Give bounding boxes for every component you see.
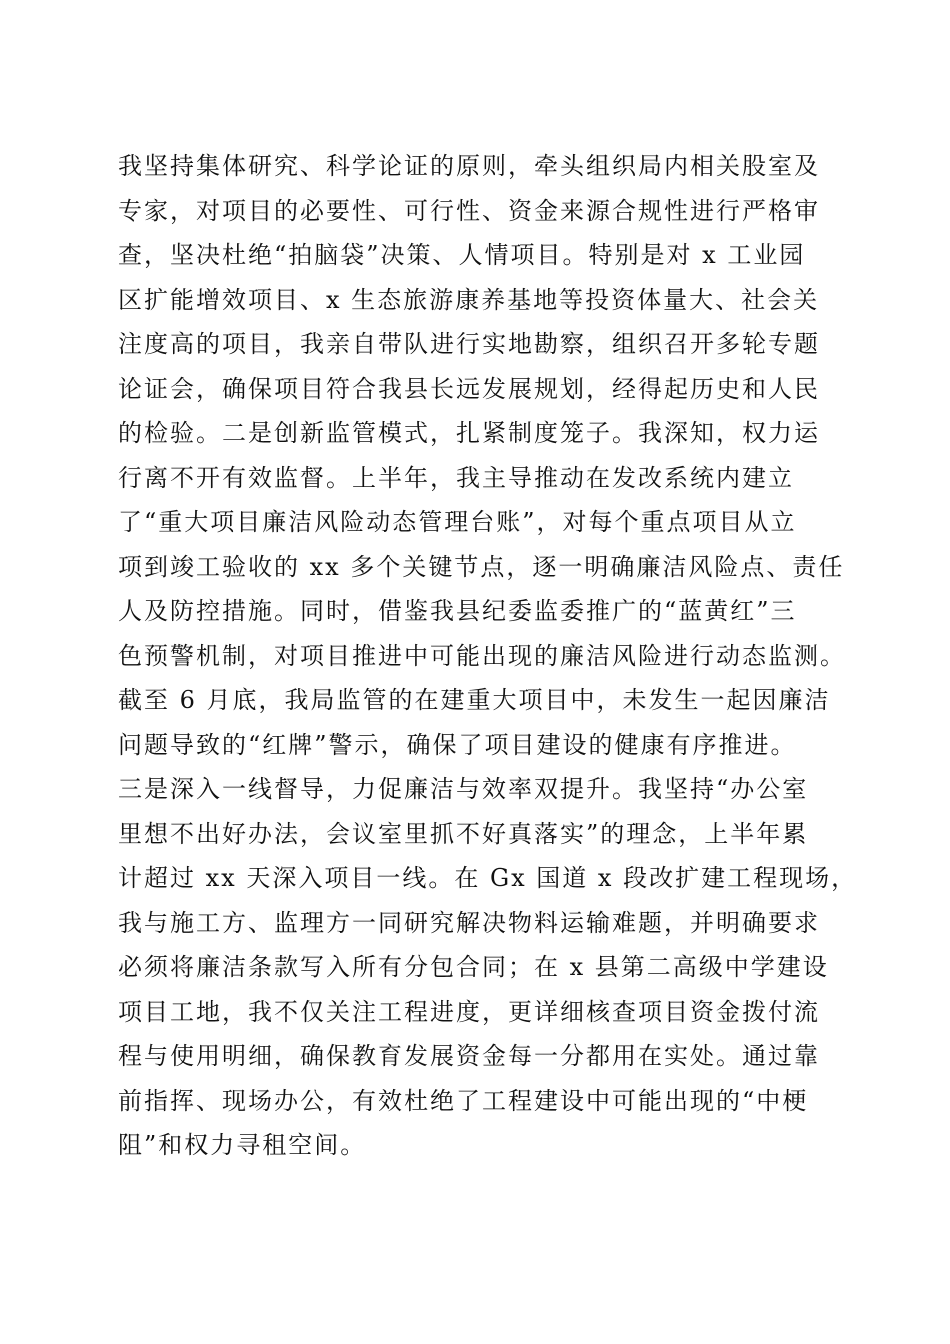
text-line: 项到竣工验收的 xx 多个关键节点，逐一明确廉洁风险点、责任 <box>118 552 845 581</box>
text-line: 查，坚决杜绝“拍脑袋”决策、人情项目。特别是对 x 工业园 <box>118 241 806 269</box>
text-line: 程与使用明细，确保教育发展资金每一分都用在实处。通过靠 <box>118 1042 820 1070</box>
text-line: 人及防控措施。同时，借鉴我县纪委监委推广的“蓝黄红”三 <box>118 597 797 625</box>
text-line: 区扩能增效项目、x 生态旅游康养基地等投资体量大、社会关 <box>118 285 820 314</box>
text-line: 计超过 xx 天深入项目一线。在 Gx 国道 x 段改扩建工程现场， <box>118 864 858 892</box>
body-text <box>118 144 858 1168</box>
text-line: 专家，对项目的必要性、可行性、资金来源合规性进行严格审 <box>118 196 820 225</box>
text-line: 里想不出好办法，会议室里抓不好真落实”的理念，上半年累 <box>118 819 809 848</box>
text-line: 问题导致的“红牌”警示，确保了项目建设的健康有序推进。 <box>118 730 797 759</box>
text-line: 行离不开有效监督。上半年，我主导推动在发改系统内建立 <box>118 463 794 492</box>
text-line: 注度高的项目，我亲自带队进行实地勘察，组织召开多轮专题 <box>118 330 820 358</box>
text-line: 前指挥、现场办公，有效杜绝了工程建设中可能出现的“中梗 <box>118 1086 809 1115</box>
text-line: 我与施工方、监理方一同研究解决物料运输难题，并明确要求 <box>118 908 820 937</box>
text-line: 项目工地，我不仅关注工程进度，更详细核查项目资金拨付流 <box>118 997 820 1026</box>
text-line: 必须将廉洁条款写入所有分包合同；在 x 县第二高级中学建设 <box>118 953 829 981</box>
text-line: 论证会，确保项目符合我县长远发展规划，经得起历史和人民 <box>118 374 820 403</box>
text-line: 我坚持集体研究、科学论证的原则，牵头组织局内相关股室及 <box>118 152 820 180</box>
text-line: 的检验。二是创新监管模式，扎紧制度笼子。我深知，权力运 <box>118 419 820 447</box>
text-line: 三是深入一线督导，力促廉洁与效率双提升。我坚持“办公室 <box>118 775 809 803</box>
text-line: 了“重大项目廉洁风险动态管理台账”，对每个重点项目从立 <box>118 508 797 536</box>
text-line: 截至 6 月底，我局监管的在建重大项目中，未发生一起因廉洁 <box>118 686 831 714</box>
text-line: 阻”和权力寻租空间。 <box>118 1131 367 1159</box>
text-line: 色预警机制，对项目推进中可能出现的廉洁风险进行动态监测。 <box>118 641 846 670</box>
